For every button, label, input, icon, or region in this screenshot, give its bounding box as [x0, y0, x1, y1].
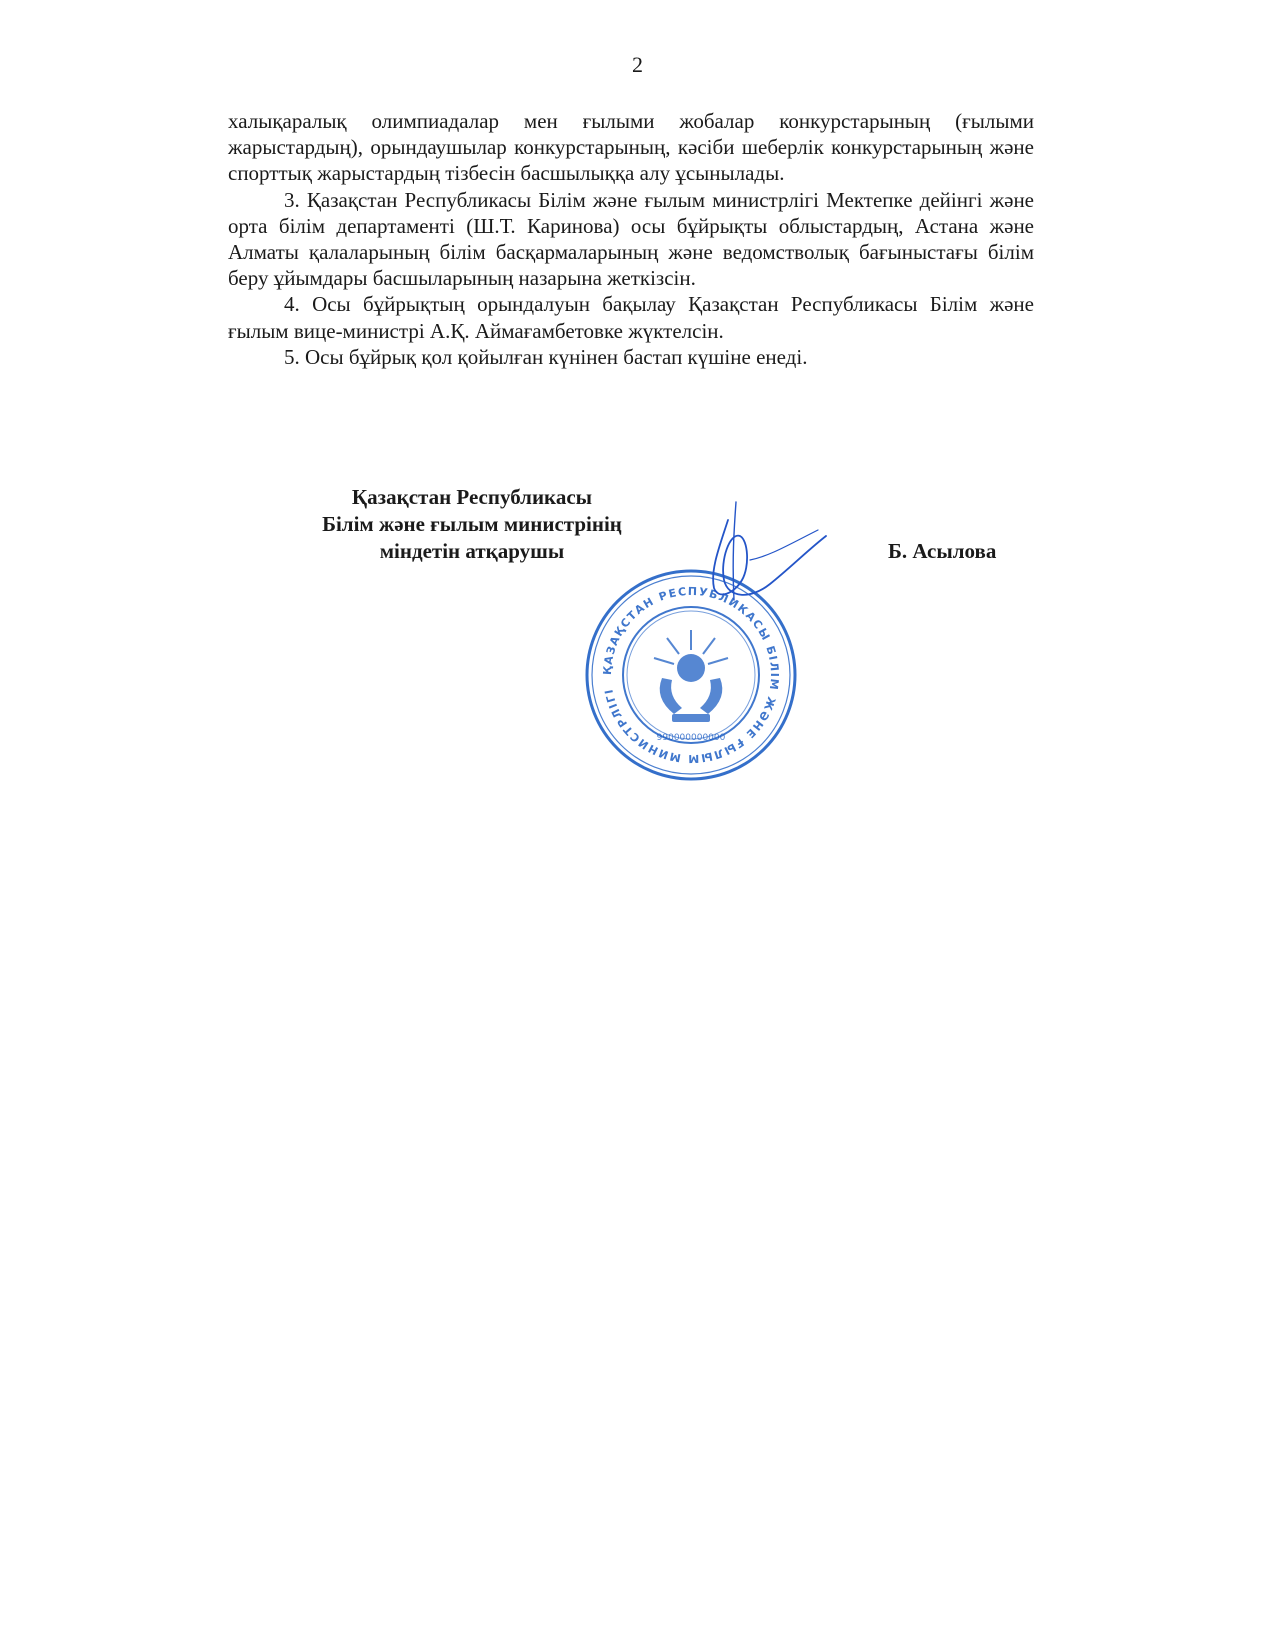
signatory-title-line-3: міндетін атқарушы [379, 539, 565, 563]
paragraph-continuation: халықаралық олимпиадалар мен ғылыми жобалар конкурстарының (ғылыми жарыстардың), орындаушылар конкурстарының, кәсіби шеберлік конкурстарының және спорттық жарыстардың тізбесін басшылыққа алу ұсынылады. [228, 109, 1034, 186]
document-body [228, 108, 1034, 370]
svg-text:ҚАЗАҚСТАН РЕСПУБЛИКАСЫ БІЛІМ Ж: ҚАЗАҚСТАН РЕСПУБЛИКАСЫ БІЛІМ ЖӘНЕ ҒЫЛЫМ МИНИСТРЛІГІ [600, 584, 782, 766]
paragraph-item-4: 4. Осы бұйрықтың орындалуын бақылау Қазақстан Республикасы Білім және ғылым вице-министрі А.Қ. Аймағамбетовке жүктелсін. [228, 292, 1034, 343]
paragraph-item-5: 5. Осы бұйрық қол қойылған күнінен бастап күшіне енеді. [284, 344, 808, 369]
signatory-title [282, 484, 662, 565]
svg-text:990000000000: 990000000000 [656, 733, 726, 743]
page-number: 2 [632, 52, 643, 77]
signatory-title-line-1: Қазақстан Республикасы [351, 485, 593, 509]
signatory-title-line-2: Білім және ғылым министрінің [322, 512, 622, 536]
emblem-icon [654, 630, 728, 722]
paragraph-item-3: 3. Қазақстан Республикасы Білім және ғылым министрлігі Мектепке дейінгі және орта білім департаменті (Ш.Т. Каринова) осы бұйрықты облыстардың, Астана және Алматы қалаларының білім басқармаларының және ведомстволық бағыныстағы білім беру ұйымдары басшыларының назарына жеткізсін. [228, 187, 1034, 291]
handwritten-signature [690, 500, 830, 620]
signatory-name: Б. Асылова [888, 539, 997, 563]
